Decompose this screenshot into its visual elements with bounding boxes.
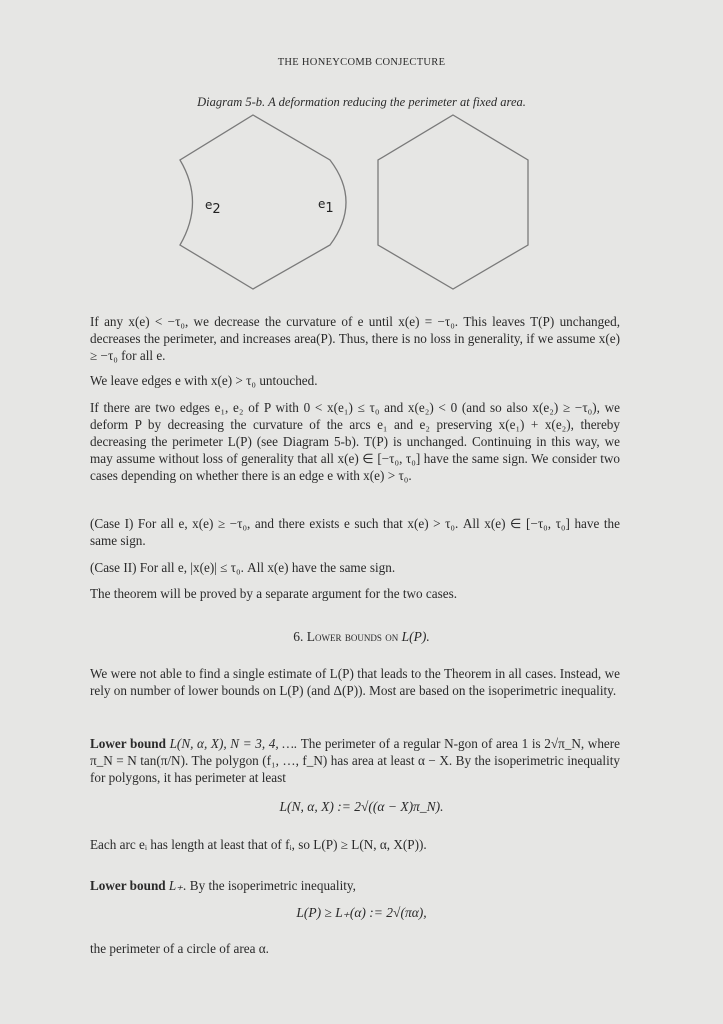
lower-bound-2-conclusion: the perimeter of a circle of area α. bbox=[90, 941, 269, 956]
diagram-caption: Diagram 5-b. A deformation reducing the perimeter at fixed area. bbox=[197, 95, 526, 109]
edge-label-e2: e2 bbox=[205, 198, 221, 217]
lower-bound-2-text: By the isoperimetric inequality, bbox=[189, 878, 356, 893]
lower-bound-1 bbox=[90, 735, 620, 786]
lower-bound-2-heading: Lower bound bbox=[90, 878, 166, 893]
diagram-5b bbox=[170, 110, 540, 295]
lower-bound-2-heading-math: L₊. bbox=[168, 878, 187, 893]
paragraph-5: We were not able to find a single estimate of L(P) that leads to the Theorem in all cases. Instead, we rely on number of lower bounds on L(P) (and Δ(P)). Most are based on the isoperimetric inequality. bbox=[90, 666, 620, 698]
case-1: (Case I) For all e, x(e) ≥ −τ₀, and there exists e such that x(e) > τ₀. All x(e) ∈ [−τ₀, τ₀] have the same sign. bbox=[90, 516, 620, 548]
section-heading bbox=[0, 629, 723, 645]
lower-bound-1-text: The perimeter of a regular N-gon of area 1 is 2√π_N, where π_N = N tan(π/N). The polygon (f₁, …, f_N) has area at least α − X. By the isoperimetric inequality for polygons, it has perimeter at least bbox=[90, 736, 621, 785]
paragraph-2: We leave edges e with x(e) > τ₀ untouched. bbox=[90, 373, 318, 388]
edge-label-e1: e1 bbox=[318, 197, 334, 216]
equation-lplus: L(P) ≥ L₊(α) := 2√(πα), bbox=[296, 905, 427, 920]
section-title-math: L(P). bbox=[401, 629, 430, 644]
equation-lnax: L(N, α, X) := 2√((α − X)π_N). bbox=[279, 799, 444, 814]
paragraph-4: The theorem will be proved by a separate argument for the two cases. bbox=[90, 586, 458, 601]
case-2: (Case II) For all e, |x(e)| ≤ τ₀. All x(e) have the same sign. bbox=[90, 560, 396, 575]
paragraph-3: If there are two edges e₁, e₂ of P with 0 < x(e₁) ≤ τ₀ and x(e₂) < 0 (and so also x(e₂) ≥ −τ₀), we deform P by decreasing the curvature of the arcs e₁ and e₂ preserving x(e₁) + x(e₂), thereby decreasing the perimeter L(P) (see Diagram 5-b). T(P) is unchanged. Continuing in this way, we may assume without loss of generality that all x(e) ∈ [−τ₀, τ₀] have the same sign. We consider two cases depending on whether there is an edge e with x(e) > τ₀. bbox=[90, 400, 620, 483]
section-title-text: Lower bounds on bbox=[306, 629, 399, 644]
lower-bound-1-heading-math: L(N, α, X), N = 3, 4, …. bbox=[169, 736, 298, 751]
lower-bound-1-conclusion: Each arc eᵢ has length at least that of fᵢ, so L(P) ≥ L(N, α, X(P)). bbox=[90, 837, 427, 852]
lower-bound-1-heading: Lower bound bbox=[90, 736, 166, 751]
lower-bound-2 bbox=[90, 877, 620, 894]
section-number: 6. bbox=[293, 629, 304, 644]
running-head: THE HONEYCOMB CONJECTURE bbox=[277, 57, 446, 68]
paragraph-1: If any x(e) < −τ₀, we decrease the curvature of e until x(e) = −τ₀. This leaves T(P) unchanged, decreases the perimeter, and increases area(P). Thus, there is no loss in generality, if we assume x(e) ≥ −τ₀ for all e. bbox=[90, 314, 620, 363]
regular-hexagon bbox=[378, 115, 528, 289]
